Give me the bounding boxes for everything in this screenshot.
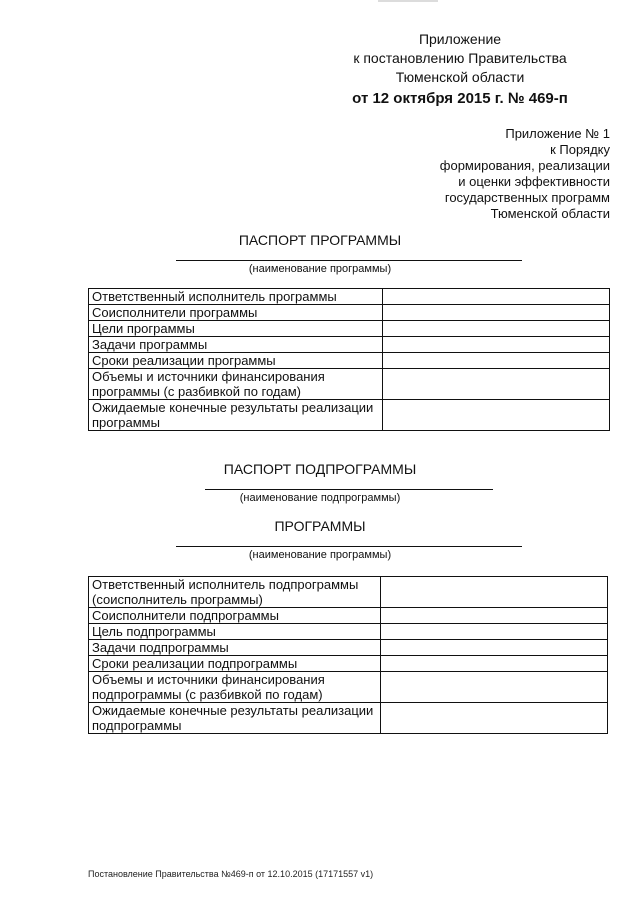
program-passport-title: ПАСПОРТ ПРОГРАММЫ [238, 232, 402, 248]
row-label: Объемы и источники финансирования подпрограммы (с разбивкой по годам) [89, 672, 381, 703]
scan-artifact [378, 0, 438, 2]
row-label: Ответственный исполнитель подпрограммы (соисполнитель программы) [89, 577, 381, 608]
subprogram-passport-table [88, 576, 608, 734]
program-name-line-2 [176, 546, 522, 547]
row-value [383, 321, 610, 337]
table-row [89, 640, 608, 656]
subprogram-passport-title: ПАСПОРТ ПОДПРОГРАММЫ [223, 461, 417, 477]
table-row [89, 703, 608, 734]
appendix-reference [410, 126, 610, 222]
subprogram-name-caption: (наименование подпрограммы) [239, 492, 401, 504]
appendix-line: к Порядку [550, 142, 610, 157]
table-row [89, 400, 610, 431]
row-value [381, 656, 608, 672]
row-value [381, 672, 608, 703]
row-label: Ожидаемые конечные результаты реализации подпрограммы [89, 703, 381, 734]
row-label: Цели программы [89, 321, 383, 337]
table-row [89, 624, 608, 640]
row-value [383, 353, 610, 369]
table-row [89, 672, 608, 703]
decree-header [330, 30, 590, 108]
row-label: Соисполнители подпрограммы [89, 608, 381, 624]
header-line-date-number: от 12 октября 2015 г. № 469-п [352, 90, 568, 107]
row-label: Ожидаемые конечные результаты реализации программы [89, 400, 383, 431]
row-label: Объемы и источники финансирования программы (с разбивкой по годам) [89, 369, 383, 400]
appendix-line: Приложение № 1 [505, 126, 610, 141]
table-row [89, 321, 610, 337]
table-row [89, 353, 610, 369]
row-value [381, 608, 608, 624]
row-value [383, 337, 610, 353]
subprogram-name-line [205, 489, 493, 490]
row-value [383, 400, 610, 431]
program-name-caption: (наименование программы) [248, 263, 392, 275]
table-row [89, 577, 608, 608]
row-value [381, 624, 608, 640]
program-name-line [176, 260, 522, 261]
appendix-line: государственных программ [444, 190, 610, 205]
row-label: Ответственный исполнитель программы [89, 289, 383, 305]
row-label: Задачи программы [89, 337, 383, 353]
table-row [89, 289, 610, 305]
row-label: Цель подпрограммы [89, 624, 381, 640]
header-line-decree: к постановлению Правительства [353, 50, 567, 66]
table-row [89, 656, 608, 672]
program-subtitle: ПРОГРАММЫ [274, 518, 366, 534]
header-line-appendix: Приложение [418, 31, 502, 47]
table-row [89, 608, 608, 624]
appendix-line: Тюменской области [490, 206, 610, 221]
row-label: Сроки реализации подпрограммы [89, 656, 381, 672]
row-value [381, 577, 608, 608]
table-row [89, 305, 610, 321]
row-value [383, 289, 610, 305]
program-name-caption-2: (наименование программы) [248, 549, 392, 561]
program-passport-table [88, 288, 610, 431]
document-footer: Постановление Правительства №469-п от 12.10.2015 (17171557 v1) [88, 869, 374, 879]
row-value [381, 640, 608, 656]
row-label: Сроки реализации программы [89, 353, 383, 369]
row-value [381, 703, 608, 734]
table-row [89, 337, 610, 353]
row-label: Соисполнители программы [89, 305, 383, 321]
appendix-line: формирования, реализации [439, 158, 610, 173]
appendix-line: и оценки эффективности [458, 174, 610, 189]
row-value [383, 369, 610, 400]
header-line-region: Тюменской области [395, 69, 525, 85]
table-row [89, 369, 610, 400]
row-label: Задачи подпрограммы [89, 640, 381, 656]
row-value [383, 305, 610, 321]
